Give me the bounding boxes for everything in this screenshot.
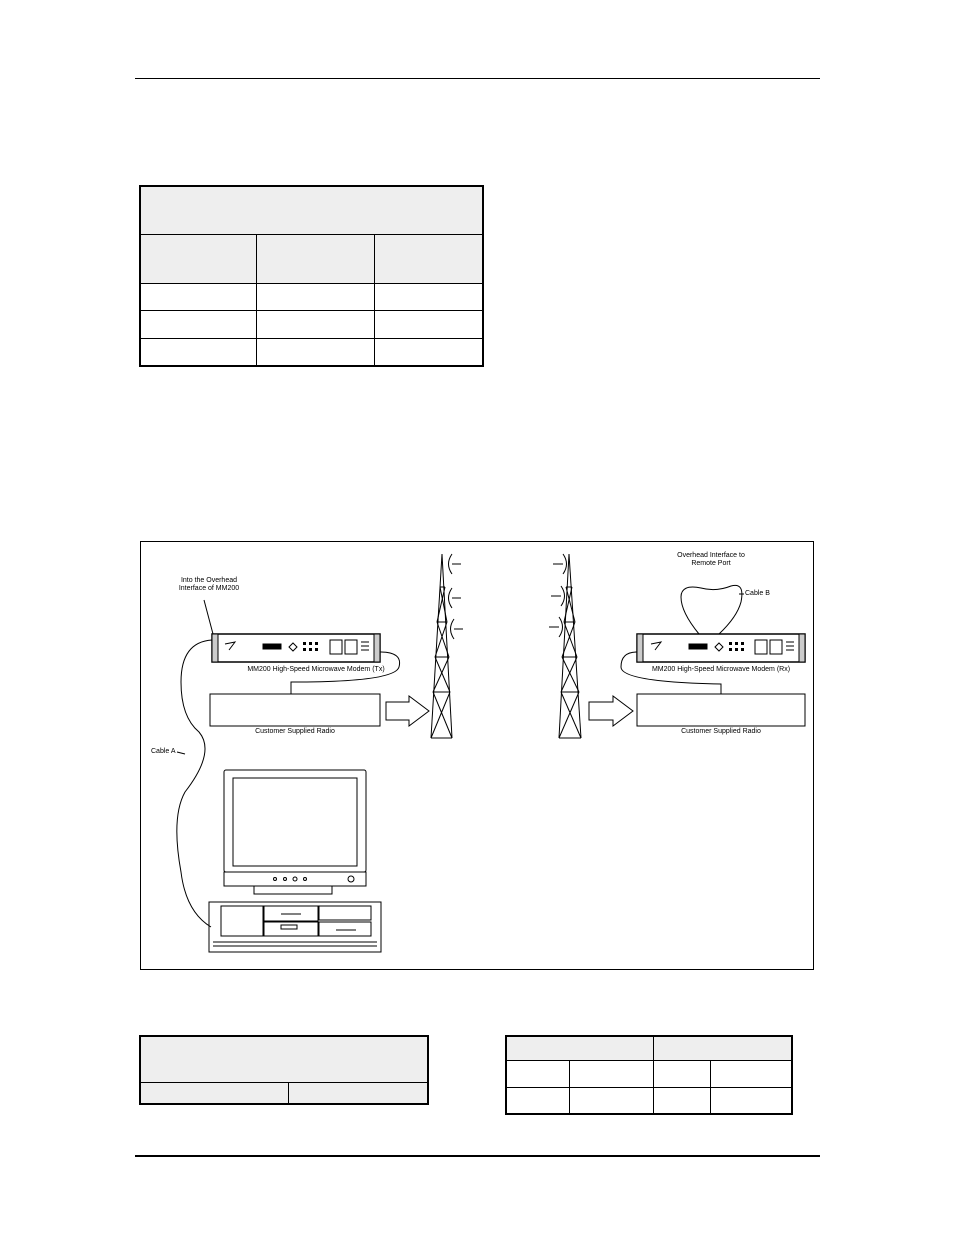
table-row [140,283,483,310]
label-into-overhead-line1: Into the Overhead [180,577,238,584]
modem-rx-icon [637,634,805,662]
computer-icon [209,770,381,952]
table-title-cell [140,1036,428,1082]
tower-right-icon [549,554,581,738]
table-header-cell [257,234,375,283]
table-row [506,1060,792,1087]
label-cable-b: Cable B [745,590,770,597]
table-header-cell [140,1082,289,1104]
label-cable-a: Cable A [151,748,176,755]
table-header-cell [375,234,484,283]
table-row [140,310,483,338]
footer-rule [135,1155,820,1157]
label-modem-tx: MM200 High-Speed Microwave Modem (Tx) [247,666,385,673]
label-into-overhead-line2: Interface of MM200 [178,585,240,592]
arrow-right-icon [589,696,633,726]
table-header-cell [289,1082,429,1104]
table-bottom-right [505,1035,793,1115]
label-into-overhead [159,577,259,593]
table-row [506,1087,792,1114]
label-radio-right: Customer Supplied Radio [681,728,761,735]
table-header-cell [506,1036,654,1060]
tower-left-icon [431,554,463,738]
label-radio-left: Customer Supplied Radio [255,728,335,735]
table-top [139,185,484,367]
system-diagram [140,541,814,970]
table-bottom-left [139,1035,429,1105]
label-overhead-remote-line2: Remote Port [691,560,731,567]
header-rule [135,78,820,79]
label-overhead-remote [661,552,761,568]
diagram-drawing [141,542,815,971]
table-header-cell [654,1036,793,1060]
radio-left-box [210,694,380,726]
table-title-cell [140,186,483,234]
cable-b-loop [681,585,742,634]
label-overhead-remote-line1: Overhead Interface to [677,552,745,559]
table-row [140,338,483,366]
modem-tx-icon [212,634,380,662]
label-modem-rx: MM200 High-Speed Microwave Modem (Rx) [651,666,791,673]
arrow-right-icon [386,696,429,726]
table-header-cell [140,234,257,283]
radio-right-box [637,694,805,726]
cable-a [177,640,212,927]
